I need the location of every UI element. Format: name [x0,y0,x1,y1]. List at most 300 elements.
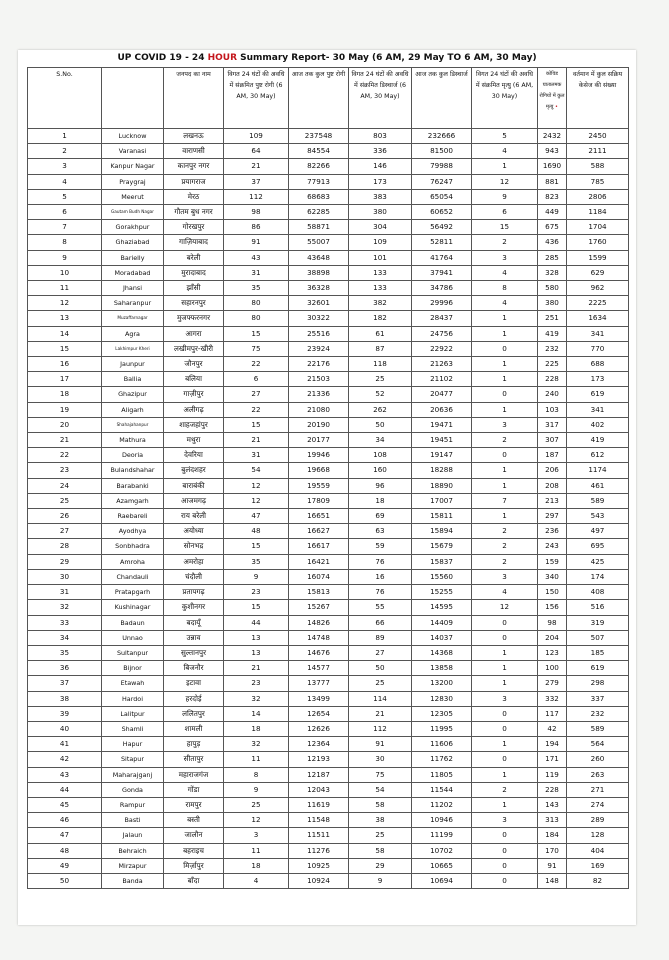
cell-new-discharge: 89 [349,630,412,645]
cell-sno: 26 [28,509,102,524]
cell-new-discharge: 803 [349,129,412,144]
cell-district-en: Praygraj [102,174,164,189]
cell-total-discharge: 10694 [412,873,472,888]
table-row [28,493,629,508]
cell-new-positive: 44 [224,615,289,630]
cell-total-positive: 12193 [289,752,349,767]
cell-new-deaths: 2 [472,554,538,569]
report-sheet [18,50,636,925]
cell-new-deaths: 3 [472,417,538,432]
table-row [28,585,629,600]
cell-district-hi: प्रयागराज [164,174,224,189]
cell-active-cases: 404 [567,843,629,858]
cell-new-discharge: 58 [349,797,412,812]
cell-new-positive: 31 [224,265,289,280]
cell-new-discharge: 118 [349,357,412,372]
cell-district-en: Unnao [102,630,164,645]
cell-total-discharge: 12830 [412,691,472,706]
cell-sno: 22 [28,448,102,463]
cell-total-positive: 237548 [289,129,349,144]
cell-total-positive: 19559 [289,478,349,493]
cell-total-positive: 15813 [289,585,349,600]
cell-sno: 9 [28,250,102,265]
cell-total-positive: 13777 [289,676,349,691]
cell-total-positive: 16651 [289,509,349,524]
cell-active-cases: 169 [567,858,629,873]
cell-new-positive: 22 [224,402,289,417]
cell-total-discharge: 15811 [412,509,472,524]
table-row [28,159,629,174]
cell-new-discharge: 101 [349,250,412,265]
cell-district-hi: उन्नाव [164,630,224,645]
cell-total-positive: 68683 [289,189,349,204]
cell-sno: 41 [28,737,102,752]
cell-district-hi: जौनपुर [164,357,224,372]
cell-new-deaths: 1 [472,478,538,493]
cell-new-discharge: 55 [349,600,412,615]
cell-district-hi: बलिया [164,372,224,387]
cell-district-en: Hapur [102,737,164,752]
cell-active-cases: 588 [567,159,629,174]
cell-total-positive: 36328 [289,281,349,296]
cell-district-hi: बिजनौर [164,661,224,676]
cell-new-discharge: 304 [349,220,412,235]
cell-new-deaths: 0 [472,706,538,721]
cell-new-deaths: 9 [472,189,538,204]
cell-district-hi: सोनभद्र [164,539,224,554]
cell-new-discharge: 69 [349,509,412,524]
cell-new-deaths: 0 [472,615,538,630]
table-row [28,463,629,478]
cell-new-deaths: 6 [472,205,538,220]
cell-total-discharge: 20477 [412,387,472,402]
table-row [28,873,629,888]
table-row [28,645,629,660]
cell-district-en: Sitapur [102,752,164,767]
cell-total-positive: 43648 [289,250,349,265]
cell-new-positive: 86 [224,220,289,235]
cell-sno: 12 [28,296,102,311]
cell-new-deaths: 2 [472,524,538,539]
cell-active-cases: 2111 [567,144,629,159]
cell-total-positive: 30322 [289,311,349,326]
table-body [28,129,629,889]
cell-district-hi: बदायूँ [164,615,224,630]
cell-total-deaths: 297 [538,509,567,524]
cell-new-deaths: 1 [472,645,538,660]
cell-total-deaths: 170 [538,843,567,858]
table-row [28,357,629,372]
table-row [28,372,629,387]
cell-new-deaths: 4 [472,144,538,159]
cell-sno: 2 [28,144,102,159]
cell-total-positive: 77913 [289,174,349,189]
cell-sno: 5 [28,189,102,204]
cell-new-deaths: 1 [472,463,538,478]
cell-new-positive: 80 [224,296,289,311]
cell-new-discharge: 16 [349,569,412,584]
cell-active-cases: 589 [567,493,629,508]
cell-district-en: Sultanpur [102,645,164,660]
cell-active-cases: 274 [567,797,629,812]
cell-new-discharge: 146 [349,159,412,174]
cell-active-cases: 232 [567,706,629,721]
cell-sno: 50 [28,873,102,888]
cell-sno: 31 [28,585,102,600]
cell-new-discharge: 182 [349,311,412,326]
cell-total-discharge: 10665 [412,858,472,873]
cell-total-discharge: 14037 [412,630,472,645]
cell-district-en: Deoria [102,448,164,463]
cell-total-discharge: 15679 [412,539,472,554]
cell-district-hi: बस्ती [164,813,224,828]
cell-new-discharge: 25 [349,676,412,691]
cell-district-en: Jhansi [102,281,164,296]
cell-new-discharge: 30 [349,752,412,767]
cell-sno: 6 [28,205,102,220]
cell-total-discharge: 29996 [412,296,472,311]
cell-district-hi: सहारनपुर [164,296,224,311]
cell-district-hi: बाँदा [164,873,224,888]
cell-district-en: Muzaffarnagar [102,311,164,326]
cell-district-en: Ghaziabad [102,235,164,250]
cell-new-discharge: 54 [349,782,412,797]
cell-district-en: Maharajganj [102,767,164,782]
cell-active-cases: 1599 [567,250,629,265]
cell-total-discharge: 10946 [412,813,472,828]
cell-new-positive: 23 [224,676,289,691]
cell-active-cases: 962 [567,281,629,296]
table-row [28,509,629,524]
cell-total-discharge: 11762 [412,752,472,767]
table-row [28,250,629,265]
cell-new-deaths: 12 [472,600,538,615]
cell-new-discharge: 160 [349,463,412,478]
cell-total-deaths: 171 [538,752,567,767]
cell-sno: 43 [28,767,102,782]
cell-sno: 29 [28,554,102,569]
cell-sno: 11 [28,281,102,296]
cell-district-en: Mathura [102,433,164,448]
cell-new-positive: 12 [224,478,289,493]
cell-district-en: Moradabad [102,265,164,280]
cell-total-discharge: 60652 [412,205,472,220]
cell-total-deaths: 225 [538,357,567,372]
cell-district-hi: मिर्ज़ापुर [164,858,224,873]
cell-new-discharge: 91 [349,737,412,752]
cell-new-deaths: 3 [472,691,538,706]
cell-new-discharge: 18 [349,493,412,508]
cell-active-cases: 612 [567,448,629,463]
cell-active-cases: 619 [567,661,629,676]
cell-total-positive: 25516 [289,326,349,341]
cell-district-en: Bulandshahar [102,463,164,478]
cell-active-cases: 263 [567,767,629,782]
cell-district-hi: सीतापुर [164,752,224,767]
cell-total-deaths: 340 [538,569,567,584]
cell-new-positive: 4 [224,873,289,888]
header-total-positive: आज तक कुल पुष्ट रोगी [289,68,349,129]
cell-new-deaths: 1 [472,402,538,417]
cell-sno: 32 [28,600,102,615]
cell-total-positive: 21503 [289,372,349,387]
table-row [28,402,629,417]
cell-total-discharge: 11805 [412,767,472,782]
cell-new-positive: 91 [224,235,289,250]
cell-new-discharge: 34 [349,433,412,448]
cell-total-positive: 12043 [289,782,349,797]
cell-new-deaths: 2 [472,782,538,797]
cell-total-deaths: 313 [538,813,567,828]
table-row [28,220,629,235]
cell-district-hi: मेरठ [164,189,224,204]
cell-total-discharge: 56492 [412,220,472,235]
cell-new-discharge: 262 [349,402,412,417]
table-row [28,752,629,767]
cell-total-deaths: 194 [538,737,567,752]
table-row [28,858,629,873]
cell-total-discharge: 24756 [412,326,472,341]
cell-district-hi: हरदोई [164,691,224,706]
cell-total-positive: 14748 [289,630,349,645]
table-row [28,569,629,584]
cell-active-cases: 1184 [567,205,629,220]
cell-sno: 24 [28,478,102,493]
cell-total-positive: 16627 [289,524,349,539]
header-total-deaths [538,68,567,129]
cell-district-en: Lucknow [102,129,164,144]
cell-district-hi: रामपुर [164,797,224,812]
cell-total-deaths: 436 [538,235,567,250]
cell-total-positive: 12364 [289,737,349,752]
cell-total-positive: 10925 [289,858,349,873]
cell-new-deaths: 8 [472,281,538,296]
cell-total-positive: 23924 [289,341,349,356]
cell-sno: 27 [28,524,102,539]
cell-active-cases: 2806 [567,189,629,204]
cell-total-positive: 21080 [289,402,349,417]
table-row [28,205,629,220]
cell-district-hi: चंदौली [164,569,224,584]
cell-new-deaths: 0 [472,873,538,888]
cell-new-positive: 75 [224,341,289,356]
cell-sno: 33 [28,615,102,630]
cell-total-positive: 11276 [289,843,349,858]
cell-active-cases: 341 [567,326,629,341]
cell-new-positive: 6 [224,372,289,387]
header-district-hi: जनपद का नाम [164,68,224,129]
table-row [28,478,629,493]
cell-sno: 7 [28,220,102,235]
cell-new-deaths: 1 [472,159,538,174]
cell-new-discharge: 133 [349,265,412,280]
cell-total-deaths: 42 [538,721,567,736]
cell-total-discharge: 15560 [412,569,472,584]
cell-total-discharge: 22922 [412,341,472,356]
cell-total-positive: 22176 [289,357,349,372]
cell-district-en: Pratapgarh [102,585,164,600]
cell-new-deaths: 0 [472,843,538,858]
cell-total-deaths: 143 [538,797,567,812]
cell-total-deaths: 117 [538,706,567,721]
cell-new-deaths: 4 [472,585,538,600]
cell-district-en: Gorakhpur [102,220,164,235]
cell-sno: 1 [28,129,102,144]
cell-total-discharge: 11995 [412,721,472,736]
cell-total-positive: 11511 [289,828,349,843]
cell-new-positive: 54 [224,463,289,478]
cell-total-positive: 82266 [289,159,349,174]
cell-new-deaths: 5 [472,129,538,144]
cell-sno: 37 [28,676,102,691]
cell-new-positive: 8 [224,767,289,782]
cell-active-cases: 185 [567,645,629,660]
cell-total-deaths: 240 [538,387,567,402]
cell-new-positive: 31 [224,448,289,463]
cell-active-cases: 174 [567,569,629,584]
cell-total-positive: 14676 [289,645,349,660]
cell-total-positive: 38898 [289,265,349,280]
header-new-deaths: विगत 24 घंटों की अवधि में संक्रमित मृत्यु (6 AM, 30 May) [472,68,538,129]
cell-total-positive: 12187 [289,767,349,782]
cell-new-discharge: 25 [349,828,412,843]
cell-total-deaths: 123 [538,645,567,660]
cell-total-deaths: 148 [538,873,567,888]
cell-total-discharge: 76247 [412,174,472,189]
table-row [28,448,629,463]
cell-total-positive: 58871 [289,220,349,235]
title-prefix: UP COVID 19 - 24 [117,53,208,63]
table-row [28,661,629,676]
cell-total-discharge: 41764 [412,250,472,265]
cell-district-hi: प्रतापगढ़ [164,585,224,600]
cell-new-positive: 12 [224,493,289,508]
cell-new-deaths: 3 [472,569,538,584]
title-highlight: HOUR [207,53,238,63]
cell-new-positive: 35 [224,281,289,296]
cell-district-hi: गौतम बुध नगर [164,205,224,220]
cell-sno: 28 [28,539,102,554]
cell-district-hi: बुलंदशहर [164,463,224,478]
cell-active-cases: 271 [567,782,629,797]
table-row [28,843,629,858]
header-total-deaths-label: कोविड घातालमक रोगियों में कुल मृत्यु [539,71,565,110]
cell-active-cases: 419 [567,433,629,448]
cell-total-positive: 21336 [289,387,349,402]
cell-new-positive: 32 [224,737,289,752]
cell-total-positive: 55007 [289,235,349,250]
cell-total-positive: 12654 [289,706,349,721]
cell-total-positive: 14577 [289,661,349,676]
cell-district-hi: मुजफ्फरनगर [164,311,224,326]
cell-district-hi: अलीगढ़ [164,402,224,417]
cell-new-deaths: 1 [472,311,538,326]
cell-sno: 4 [28,174,102,189]
table-row [28,554,629,569]
cell-district-en: Barabanki [102,478,164,493]
cell-new-discharge: 38 [349,813,412,828]
cell-active-cases: 1634 [567,311,629,326]
cell-district-en: Azamgarh [102,493,164,508]
cell-sno: 40 [28,721,102,736]
cell-new-deaths: 0 [472,448,538,463]
cell-district-en: Ballia [102,372,164,387]
cell-total-discharge: 81500 [412,144,472,159]
cell-sno: 38 [28,691,102,706]
cell-new-discharge: 25 [349,372,412,387]
cell-district-hi: शामली [164,721,224,736]
cell-total-deaths: 228 [538,372,567,387]
cell-district-hi: महाराजगंज [164,767,224,782]
cell-total-discharge: 18890 [412,478,472,493]
cell-district-hi: हापुड़ [164,737,224,752]
cell-district-hi: सुल्तानपुर [164,645,224,660]
cell-active-cases: 497 [567,524,629,539]
cell-total-positive: 16617 [289,539,349,554]
cell-district-hi: गोंडा [164,782,224,797]
cell-total-discharge: 20636 [412,402,472,417]
cell-total-discharge: 65054 [412,189,472,204]
cell-total-discharge: 19471 [412,417,472,432]
cell-district-hi: जालौन [164,828,224,843]
cell-new-discharge: 21 [349,706,412,721]
cell-new-discharge: 58 [349,843,412,858]
cell-sno: 14 [28,326,102,341]
table-row [28,296,629,311]
cell-new-positive: 12 [224,813,289,828]
cell-total-deaths: 332 [538,691,567,706]
cell-district-en: Chandauli [102,569,164,584]
cell-district-hi: शाहजहांपुर [164,417,224,432]
cell-active-cases: 408 [567,585,629,600]
cell-new-positive: 15 [224,326,289,341]
cell-district-hi: बाराबंकी [164,478,224,493]
cell-new-discharge: 63 [349,524,412,539]
cell-total-deaths: 317 [538,417,567,432]
cell-new-positive: 9 [224,569,289,584]
cell-total-discharge: 79988 [412,159,472,174]
cell-active-cases: 695 [567,539,629,554]
cell-total-discharge: 18288 [412,463,472,478]
cell-district-en: Ayodhya [102,524,164,539]
report-title [18,53,636,63]
cell-new-positive: 9 [224,782,289,797]
cell-total-deaths: 187 [538,448,567,463]
cell-total-deaths: 943 [538,144,567,159]
cell-total-deaths: 580 [538,281,567,296]
cell-total-deaths: 243 [538,539,567,554]
cell-sno: 46 [28,813,102,828]
header-district-en [102,68,164,129]
cell-new-positive: 43 [224,250,289,265]
cell-active-cases: 2450 [567,129,629,144]
cell-total-positive: 16421 [289,554,349,569]
cell-district-en: Kanpur Nagar [102,159,164,174]
cell-active-cases: 2225 [567,296,629,311]
cell-new-deaths: 1 [472,509,538,524]
cell-district-en: Amroha [102,554,164,569]
cell-new-discharge: 50 [349,661,412,676]
cell-district-en: Mirzapur [102,858,164,873]
cell-active-cases: 688 [567,357,629,372]
cell-new-discharge: 27 [349,645,412,660]
cell-district-hi: मुरादाबाद [164,265,224,280]
cell-total-discharge: 21102 [412,372,472,387]
cell-new-positive: 37 [224,174,289,189]
cell-new-positive: 18 [224,721,289,736]
cell-new-deaths: 1 [472,797,538,812]
cell-sno: 15 [28,341,102,356]
